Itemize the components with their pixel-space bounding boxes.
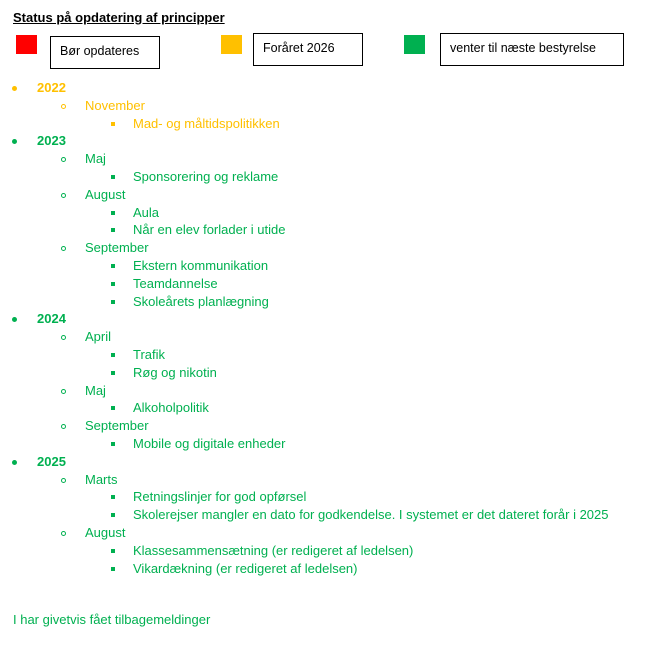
bullet-icon	[12, 460, 17, 465]
principle-item: Røg og nikotin	[133, 364, 217, 380]
bullet-icon	[111, 175, 115, 179]
principle-item: Klassesammensætning (er redigeret af ledelsen)	[133, 542, 414, 558]
principle-item: Skolerejser mangler en dato for godkendelse. I systemet er det dateret forår i 2025	[133, 507, 609, 523]
bullet-icon	[61, 531, 66, 536]
bullet-icon	[111, 228, 115, 232]
principle-item: Mad- og måltidspolitikken	[133, 115, 280, 131]
page-title: Status på opdatering af principper	[13, 10, 225, 25]
month-label: August	[85, 525, 126, 540]
month-label: September	[85, 240, 149, 256]
bullet-icon	[61, 335, 66, 340]
principle-item: Trafik	[133, 347, 166, 362]
principle-item: Mobile og digitale enheder	[133, 436, 286, 451]
bullet-icon	[61, 157, 66, 162]
bullet-icon	[111, 122, 115, 126]
legend-label-green: venter til næste bestyrelse	[440, 33, 624, 66]
year-heading: 2022	[37, 80, 66, 95]
principle-item: Når en elev forlader i utide	[133, 222, 286, 238]
principle-item: Teamdannelse	[133, 275, 218, 291]
bullet-icon	[111, 442, 115, 446]
principle-item: Retningslinjer for god opførsel	[133, 489, 307, 505]
principle-item: Aula	[133, 204, 160, 220]
bullet-icon	[111, 353, 115, 357]
bullet-icon	[111, 211, 115, 215]
principle-item: Vikardækning (er redigeret af ledelsen)	[133, 560, 358, 576]
bullet-icon	[111, 513, 115, 517]
month-label: Marts	[85, 471, 118, 487]
bullet-icon	[12, 139, 17, 144]
year-heading: 2024	[37, 311, 66, 327]
bullet-icon	[111, 371, 115, 375]
month-label: April	[85, 329, 112, 345]
bullet-icon	[61, 389, 66, 394]
bullet-icon	[111, 282, 115, 286]
bullet-icon	[12, 317, 17, 322]
bullet-icon	[111, 495, 115, 499]
bullet-icon	[111, 549, 115, 553]
principle-item: Skoleårets planlægning	[133, 293, 269, 309]
month-label: Maj	[85, 382, 106, 398]
bullet-icon	[61, 246, 66, 251]
legend-label-red: Bør opdateres	[50, 36, 160, 69]
bullet-icon	[111, 567, 115, 571]
month-label: Maj	[85, 151, 106, 167]
bullet-icon	[61, 104, 66, 109]
principle-item: Alkoholpolitik	[133, 400, 209, 416]
bullet-icon	[61, 424, 66, 429]
month-label: November	[85, 97, 145, 113]
principle-item: Ekstern kommunikation	[133, 258, 269, 273]
legend-label-yellow: Foråret 2026	[253, 33, 363, 66]
year-heading: 2025	[37, 453, 66, 469]
month-label: August	[85, 186, 126, 202]
bullet-icon	[111, 300, 115, 304]
bullet-icon	[111, 406, 115, 410]
footer-note: I har givetvis fået tilbagemeldinger	[13, 612, 211, 627]
bullet-icon	[111, 264, 115, 268]
bullet-icon	[61, 478, 66, 483]
month-label: September	[85, 418, 149, 434]
bullet-icon	[61, 193, 66, 198]
year-heading: 2023	[37, 133, 66, 149]
principle-item: Sponsorering og reklame	[133, 169, 279, 184]
bullet-icon	[12, 86, 17, 91]
